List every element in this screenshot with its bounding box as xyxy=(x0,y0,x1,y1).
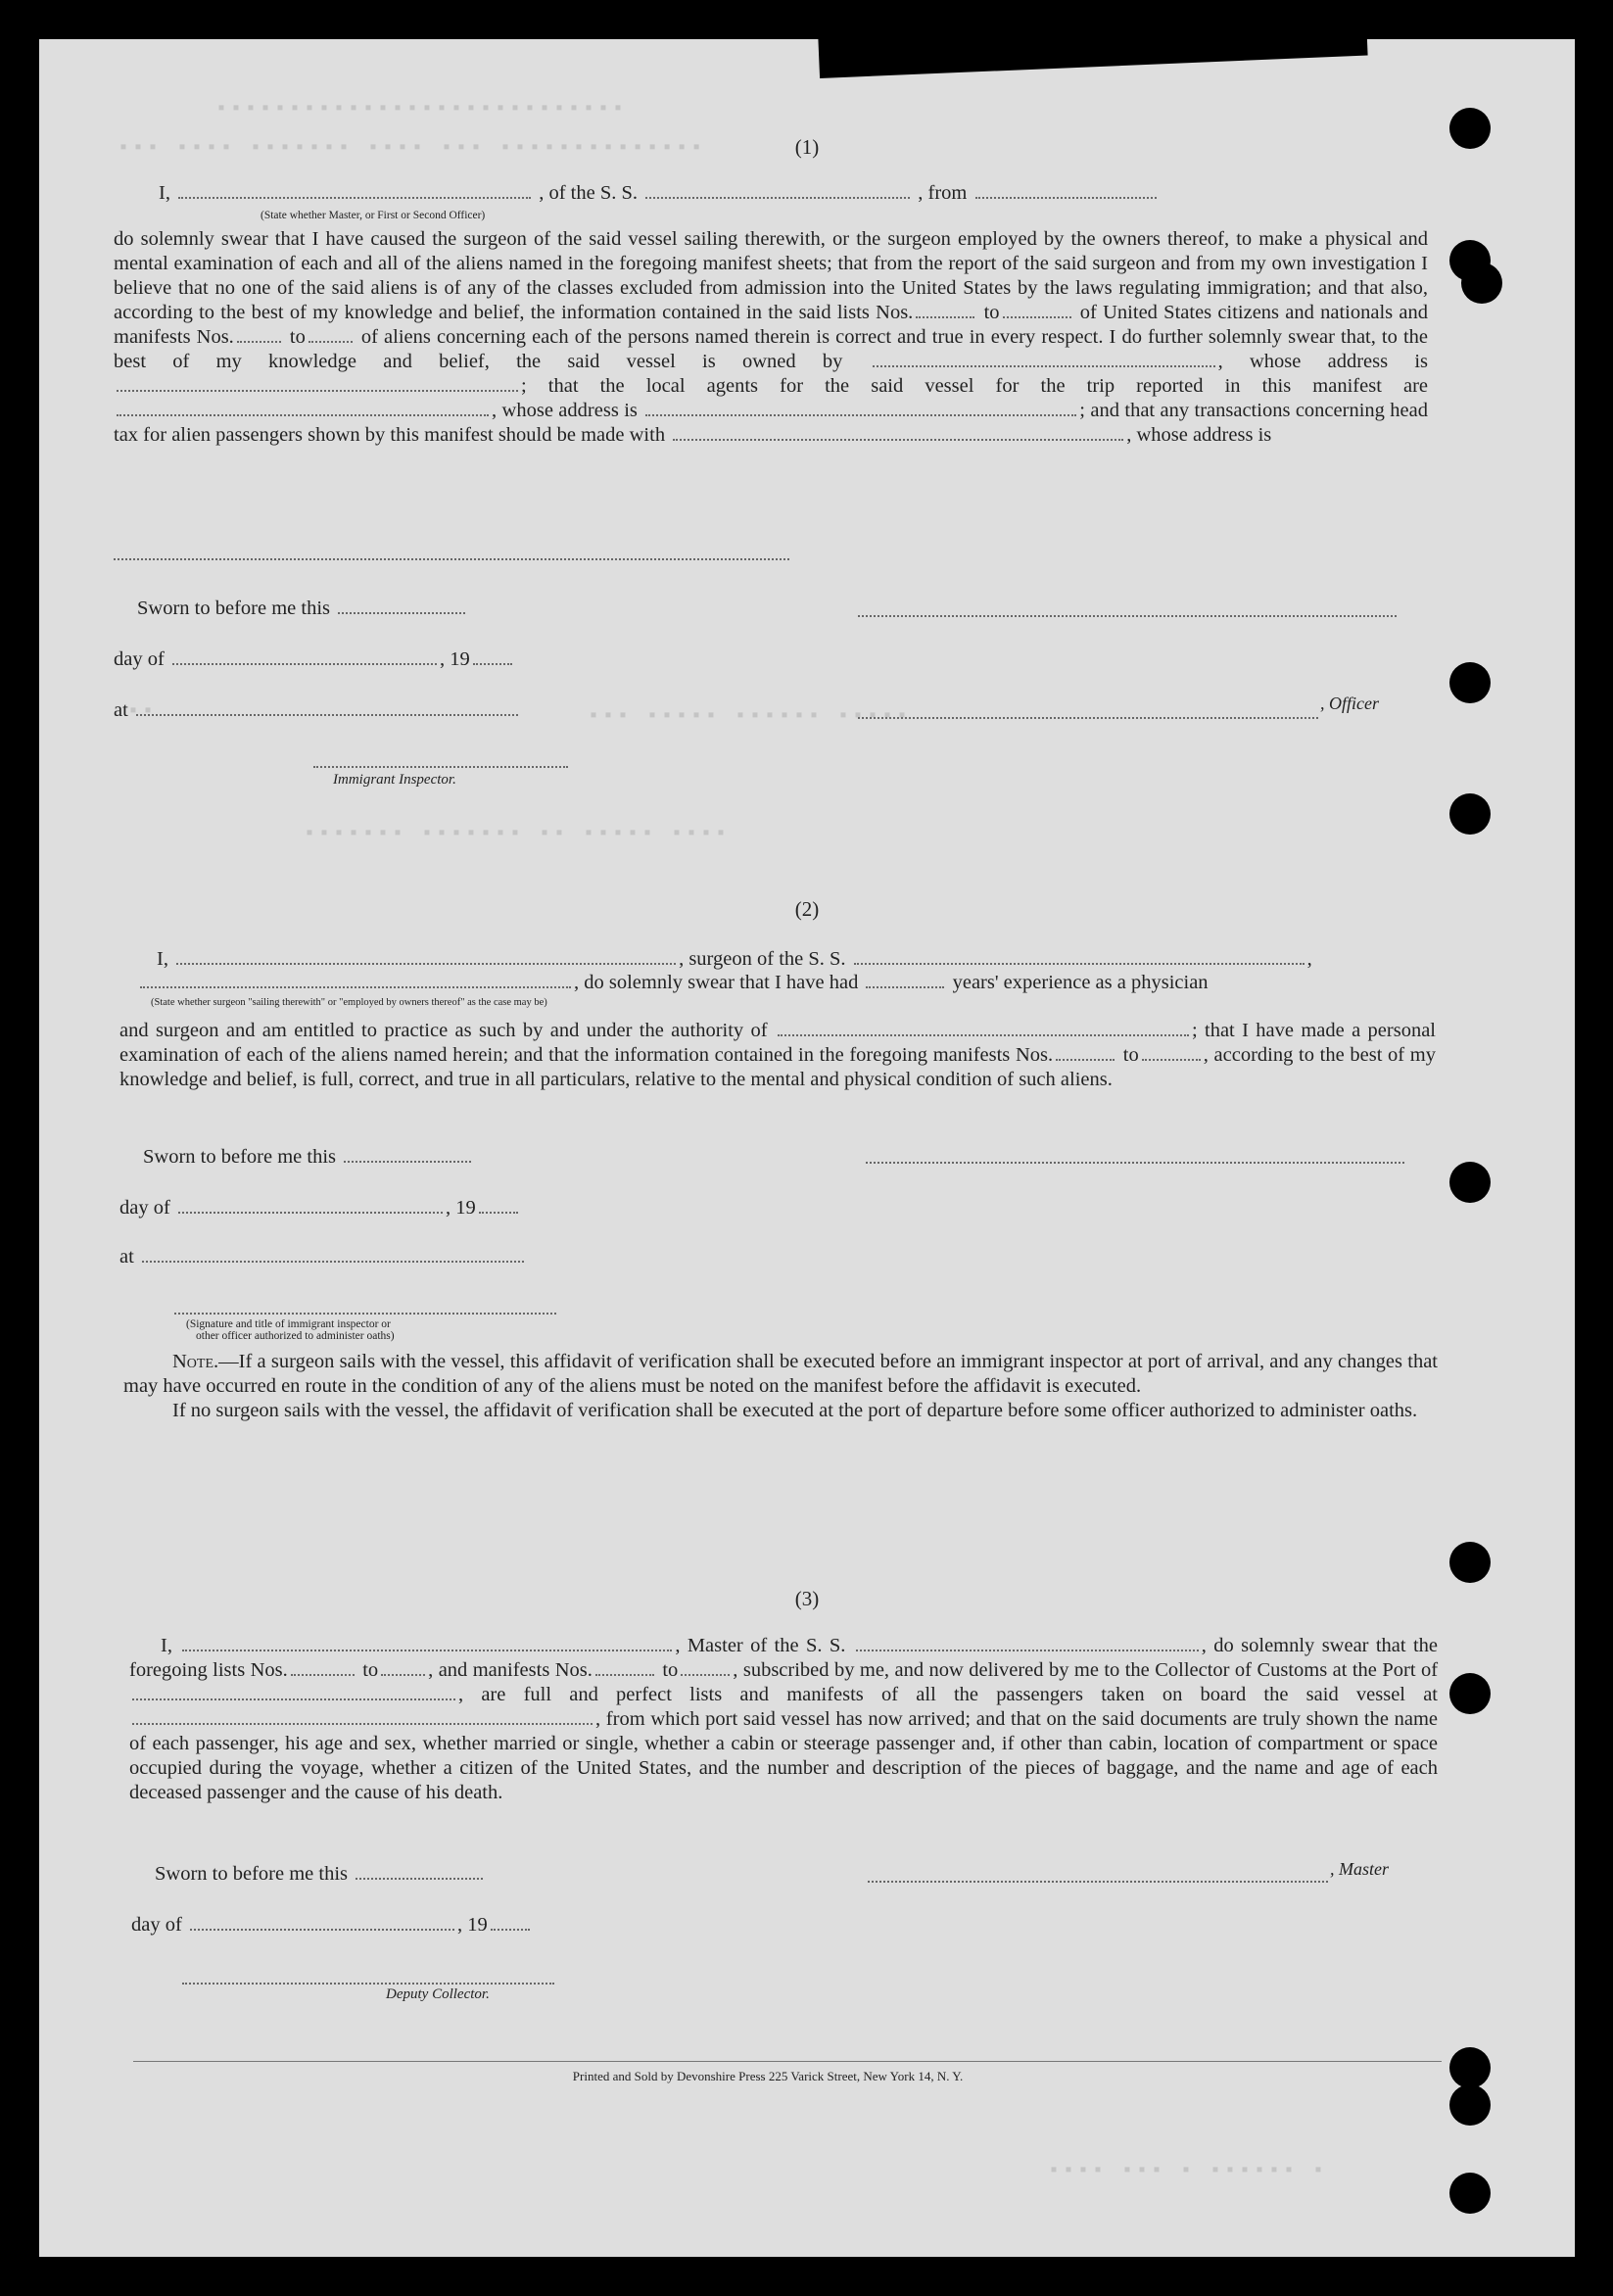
surgeon-status-field[interactable] xyxy=(140,986,571,988)
departure-port-field[interactable] xyxy=(132,1723,593,1725)
master-caption: , Master xyxy=(1330,1859,1389,1879)
master-signature-field[interactable] xyxy=(868,1881,1328,1883)
sworn-day-field-1[interactable] xyxy=(338,612,465,614)
rank-note: (State whether Master, or First or Second Officer) xyxy=(261,210,486,221)
section-2-first-line: I, , surgeon of the S. S. , xyxy=(157,948,1312,970)
at-line-2: at xyxy=(119,1246,527,1268)
section-3-heading: (3) xyxy=(794,1587,820,1610)
section-1-first-line: I, , of the S. S. , from xyxy=(159,182,1160,205)
bleed-through: ▪▪▪▪ ▪▪▪ ▪ ▪▪▪▪▪▪ ▪ xyxy=(1048,2160,1328,2182)
footer-divider xyxy=(133,2061,1442,2062)
year-field-1[interactable] xyxy=(473,663,512,665)
section-1-heading: (1) xyxy=(794,135,820,159)
master-lists-to-field[interactable] xyxy=(381,1674,425,1676)
owner-address-field[interactable] xyxy=(117,390,518,392)
form-page xyxy=(39,39,1575,2257)
owner-field[interactable] xyxy=(873,365,1215,367)
sworn-line-3: Sworn to before me this xyxy=(155,1863,486,1886)
from-port-field[interactable] xyxy=(975,197,1157,199)
surgeon-status-note: (State whether surgeon "sailing therewith" or "employed by owners thereof" as the case may be) xyxy=(151,997,547,1008)
sworn-line-1: Sworn to before me this xyxy=(137,598,468,620)
authority-field[interactable] xyxy=(778,1034,1189,1036)
lists-to-field[interactable] xyxy=(1003,316,1071,318)
bleed-through: ▪▪▪▪▪▪▪▪▪▪▪▪▪▪▪▪▪▪▪▪▪▪▪▪▪▪▪▪ xyxy=(215,98,628,120)
years-experience-field[interactable] xyxy=(866,986,944,988)
punch-hole xyxy=(1449,1542,1491,1583)
master-vessel-field[interactable] xyxy=(856,1650,1199,1651)
administering-officer-signature-field[interactable] xyxy=(174,1313,556,1315)
month-field-1[interactable] xyxy=(172,663,437,665)
punch-hole xyxy=(1449,1162,1491,1203)
punch-hole xyxy=(1461,263,1502,304)
inspector-caption: Immigrant Inspector. xyxy=(333,772,456,788)
officer-caption: , Officer xyxy=(1320,694,1379,713)
surgeon-vessel-field[interactable] xyxy=(854,963,1305,965)
bleed-through: ▪▪▪ ▪▪▪▪▪ ▪▪▪▪▪▪ ▪▪▪▪▪ xyxy=(588,705,912,728)
month-field-2[interactable] xyxy=(178,1212,443,1214)
section-2-body: and surgeon and am entitled to practice as such by and under the authority of ; that I have made a personal examination of each of the aliens named herein; and that the information contained in the foregoing manifests Nos. to , according to the best of my knowledge and belief, is full, correct, and true in all particulars, relative to the mental and physical condition of such aliens. xyxy=(119,1020,1437,1090)
note-block: Note.—If a surgeon sails with the vessel, this affidavit of verification shall be executed before an immigrant inspector at port of arrival, and any changes that may have occurred en route in the condition of any of the aliens must be noted on the manifest before the affidavit is executed. If no surgeon sails with the vessel, the affidavit of verification shall be executed at the port of departure before some officer authorized to administer oaths. xyxy=(123,1351,1438,1421)
month-field-3[interactable] xyxy=(190,1929,454,1931)
place-field-2[interactable] xyxy=(142,1261,524,1263)
printer-imprint: Printed and Sold by Devonshire Press 225 Varick Street, New York 14, N. Y. xyxy=(572,2069,964,2083)
punch-hole xyxy=(1449,662,1491,703)
sworn-day-field-2[interactable] xyxy=(344,1161,471,1163)
customs-port-field[interactable] xyxy=(132,1698,455,1700)
deputy-collector-signature-field[interactable] xyxy=(182,1983,554,1985)
day-line-3: day of , 19 xyxy=(131,1914,533,1937)
master-manifests-to-field[interactable] xyxy=(681,1674,730,1676)
manifests-to-field[interactable] xyxy=(308,341,353,343)
deputy-collector-caption: Deputy Collector. xyxy=(386,1986,490,2002)
day-line-1: day of , 19 xyxy=(114,648,515,671)
master-manifests-from-field[interactable] xyxy=(595,1674,654,1676)
place-field-1[interactable] xyxy=(136,714,518,716)
punch-hole xyxy=(1449,2173,1491,2214)
signature-caption-line-1: (Signature and title of immigrant inspector or xyxy=(186,1318,391,1330)
master-name-field[interactable] xyxy=(182,1650,672,1651)
bleed-through: ▪▪▪▪▪▪▪ ▪▪▪▪▪▪▪ ▪▪ ▪▪▪▪▪ ▪▪▪▪ xyxy=(304,823,731,845)
torn-corner xyxy=(818,39,1368,78)
lists-from-field[interactable] xyxy=(916,316,974,318)
vessel-name-field[interactable] xyxy=(645,197,910,199)
section-2-second-line: , do solemnly swear that I have had years' experience as a physician xyxy=(137,972,1209,994)
year-field-3[interactable] xyxy=(491,1929,530,1931)
signature-field-1[interactable] xyxy=(858,615,1397,617)
section-3-body: I, , Master of the S. S. , do solemnly swear that the foregoing lists Nos. to , and manifests Nos. to , subscribed by me, and now delivered by me to the Collector of Customs at the Port of , are full and perfect lists and manifests of all the passengers taken on board the said vessel at , from which port said vessel has now arrived; and that on the said documents are truly shown the name of each passenger, his age and sex, whether married or single, whether a cabin or steerage passenger and, if other than cabin, location of compartment or space occupied during the voyage, whether a citizen of the United States, and the number and description of the pieces of baggage, and the name and age of each deceased passenger and the cause of his death. xyxy=(129,1635,1439,1803)
rank-field[interactable] xyxy=(178,197,531,199)
punch-hole xyxy=(1449,2084,1491,2126)
surgeon-name-field[interactable] xyxy=(176,963,676,965)
signature-field-2[interactable] xyxy=(866,1162,1404,1164)
punch-hole xyxy=(1449,793,1491,835)
bleed-through: ▪▪ xyxy=(127,700,158,723)
manifests-from-field[interactable] xyxy=(237,341,281,343)
punch-hole xyxy=(1449,1673,1491,1714)
local-agents-field[interactable] xyxy=(117,414,489,416)
officer-signature-field[interactable] xyxy=(858,717,1318,719)
head-tax-address-field[interactable] xyxy=(114,558,789,560)
sworn-day-field-3[interactable] xyxy=(356,1878,483,1880)
surgeon-manifests-to-field[interactable] xyxy=(1142,1059,1201,1061)
at-line-1: at xyxy=(114,699,521,722)
master-lists-from-field[interactable] xyxy=(291,1674,355,1676)
day-line-2: day of , 19 xyxy=(119,1197,521,1220)
agents-address-field[interactable] xyxy=(645,414,1076,416)
head-tax-contact-field[interactable] xyxy=(673,439,1123,441)
bleed-through: ▪▪▪ ▪▪▪▪ ▪▪▪▪▪▪▪ ▪▪▪▪ ▪▪▪ ▪▪▪▪▪▪▪▪▪▪▪▪▪▪ xyxy=(118,137,706,160)
signature-caption-line-2: other officer authorized to administer oaths) xyxy=(196,1330,395,1342)
section-2-heading: (2) xyxy=(794,897,820,921)
year-field-2[interactable] xyxy=(479,1212,518,1214)
surgeon-manifests-from-field[interactable] xyxy=(1056,1059,1115,1061)
section-1-body: do solemnly swear that I have caused the surgeon of the said vessel sailing therewith, or the surgeon employed by the owners thereof, to make a physical and mental examination of each and all of the aliens named in the foregoing manifest sheets; that from the report of the said surgeon and from my own investigation I believe that no one of the said aliens is of any of the classes excluded from admission into the United States by the laws regulating immigration; and that also, according to the best of my knowledge and belief, the information contained in the said lists Nos. to of United States citizens and nationals and manifests Nos. to of aliens concerning each of the persons named therein is correct and true in every respect. I do further solemnly swear that, to the best of my knowledge and belief, the said vessel is owned by , whose address is ; that the local agents for the said vessel for the trip reported in this manifest are , whose address is ; and that any transactions concerning head tax for alien passengers shown by this manifest should be made with , whose address is xyxy=(114,228,1429,446)
inspector-signature-field[interactable] xyxy=(313,766,568,768)
sworn-line-2: Sworn to before me this xyxy=(143,1146,474,1169)
